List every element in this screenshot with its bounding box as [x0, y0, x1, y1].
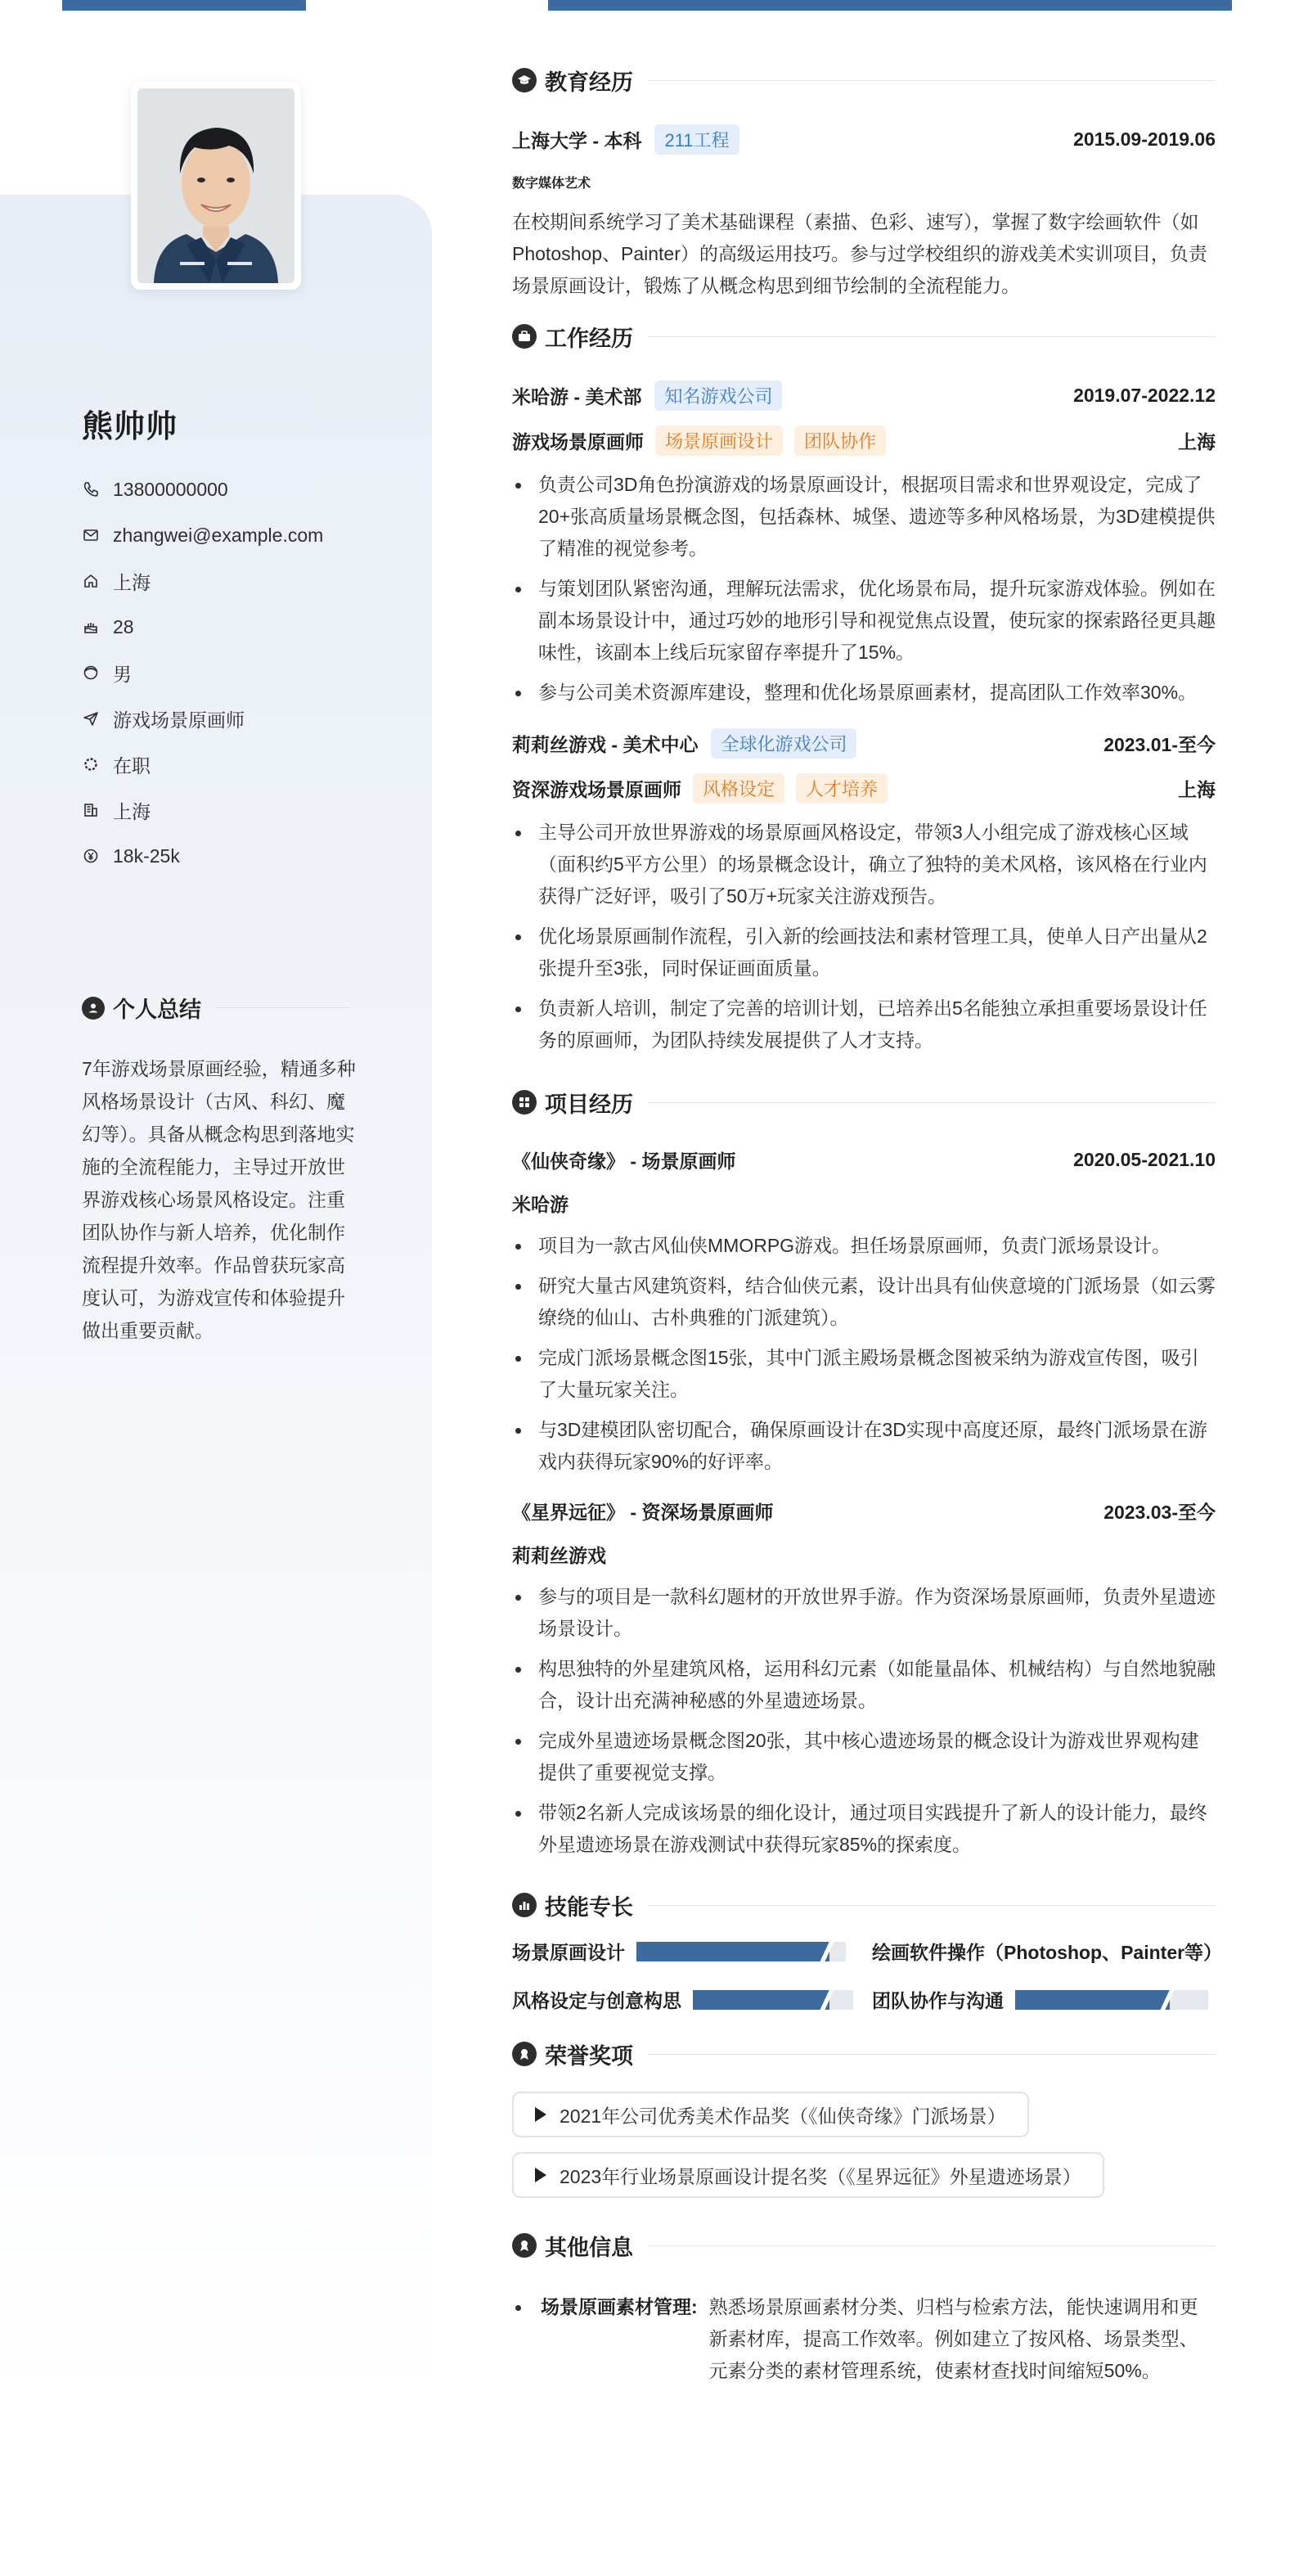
skill-bar-edge: [1160, 1990, 1175, 2010]
info-phone-text: 13800000000: [113, 478, 228, 500]
cake-icon: [82, 618, 100, 636]
education-major: 数字媒体艺术: [512, 177, 591, 191]
chart-icon: [512, 1893, 537, 1917]
list-item: 构思独特的外星建筑风格，运用科幻元素（如能量晶体、机械结构）与自然地貌融合，设计出充满神秘感的外星遗迹场景。: [512, 1653, 1216, 1717]
education-row: [512, 124, 1216, 155]
work-company-tag: 全球化游戏公司: [711, 728, 856, 759]
project-date: 2020.05-2021.10: [1073, 1149, 1216, 1170]
divider: [648, 2245, 1216, 2246]
list-item: 参与公司美术资源库建设，整理和优化场景原画素材，提高团队工作效率30%。: [512, 677, 1216, 709]
yuan-coin-icon: [82, 847, 100, 865]
list-item: 完成外星遗迹场景概念图20张，其中核心遗迹场景的概念设计为游戏世界观构建提供了重要视觉支撑。: [512, 1725, 1216, 1789]
divider: [648, 336, 1216, 337]
divider: [648, 1905, 1216, 1906]
other-header: [512, 2219, 1216, 2272]
skill-label: 场景原画设计: [512, 1942, 625, 1963]
award-text: 2023年行业场景原画设计提名奖（《星界远征》外星遗迹场景）: [560, 2165, 1081, 2187]
briefcase-icon: [512, 324, 537, 349]
work-header: [512, 310, 1216, 363]
mail-icon: [82, 526, 100, 544]
info-phone: [82, 466, 409, 512]
work-date: 2019.07-2022.12: [1073, 385, 1216, 406]
list-item: 优化场景原画制作流程，引入新的绘画技法和素材管理工具，使单人日产出量从2张提升至3张，同时保证画面质量。: [512, 921, 1216, 984]
work-skill-tag: 人才培养: [796, 773, 888, 804]
education-header: [512, 54, 1216, 106]
home-icon: [82, 572, 100, 590]
education-description: 在校期间系统学习了美术基础课程（素描、色彩、速写），掌握了数字绘画软件（如Photoshop、Painter）的高级运用技巧。参与过学校组织的游戏美术实训项目，负责场景原画设计，锻炼了从概念构思到细节绘制的全流程能力。: [512, 211, 1207, 296]
project-header: [512, 1497, 1216, 1524]
skills-grid: [512, 1938, 1223, 2013]
summary-title: 个人总结: [113, 998, 201, 1022]
work-item-header: [512, 381, 1216, 411]
work-role: 游戏场景原画师: [512, 431, 644, 453]
graduation-cap-icon: [512, 68, 537, 92]
awards-header: [512, 2028, 1216, 2080]
info-gender: [82, 650, 409, 696]
skill-bar-fill: [1015, 1990, 1170, 2010]
info-location: [82, 558, 409, 604]
list-item: 与3D建模团队密切配合，确保原画设计在3D实现中高度还原，最终门派场景在游戏内获得玩家90%的好评率。: [512, 1414, 1216, 1478]
info-location-text: 上海: [113, 571, 151, 593]
work-city: 上海: [1178, 779, 1216, 800]
work-item: [512, 728, 1216, 1056]
skill-item: [872, 1986, 1216, 2013]
divider: [648, 80, 1216, 81]
skills-title: 技能专长: [545, 1894, 633, 1920]
skill-bar: [636, 1942, 846, 1961]
divider: [648, 1102, 1216, 1103]
person-face-icon: [82, 664, 100, 682]
education-date: 2015.09-2019.06: [1073, 128, 1216, 150]
work-skill-tag: 场景原画设计: [655, 426, 783, 456]
work-company: 莉莉丝游戏 - 美术中心: [512, 734, 699, 755]
project-bullets: [512, 1581, 1216, 1861]
work-role: 资深游戏场景原画师: [512, 779, 681, 800]
divider: [648, 2054, 1216, 2055]
top-accent-bar-right: [548, 0, 1232, 11]
work-city: 上海: [1178, 431, 1216, 453]
project-date: 2023.03-至今: [1103, 1502, 1216, 1523]
profile-name: 熊帅帅: [82, 410, 178, 444]
education-title: 教育经历: [545, 70, 633, 95]
list-item: 负责新人培训，制定了完善的培训计划，已培养出5名能独立承担重要场景设计任务的原画师，为团队持续发展提供了人才支持。: [512, 993, 1216, 1056]
project-company: 莉莉丝游戏: [512, 1545, 606, 1566]
award-item[interactable]: [512, 2152, 1104, 2198]
contact-info-list: [82, 466, 409, 879]
work-skill-tag: 团队协作: [794, 426, 886, 456]
divider: [216, 1007, 352, 1008]
info-gender-text: 男: [113, 663, 132, 685]
info-age-text: 28: [113, 615, 134, 637]
grid-icon: [512, 1090, 537, 1115]
award-text: 2021年公司优秀美术作品奖（《仙侠奇缘》门派场景）: [560, 2105, 1006, 2127]
list-item: 参与的项目是一款科幻题材的开放世界手游。作为资深场景原画师，负责外星遗迹场景设计。: [512, 1581, 1216, 1645]
info-email: [82, 512, 409, 558]
list-item: 完成门派场景概念图15张，其中门派主殿场景概念图被采纳为游戏宣传图，吸引了大量玩家关注。: [512, 1342, 1216, 1406]
info-email-text: zhangwei@example.com: [113, 524, 324, 546]
bullet-dot: [515, 2305, 521, 2311]
main-content: [512, 54, 1223, 2387]
skill-bar-edge: [820, 1990, 834, 2010]
list-item: 负责公司3D角色扮演游戏的场景原画设计，根据项目需求和世界观设定，完成了20+张高质量场景概念图，包括森林、城堡、遗迹等多种风格场景，为3D建模提供了精准的视觉参考。: [512, 469, 1216, 565]
work-role-row: [512, 426, 1216, 456]
list-item: 项目为一款古风仙侠MMORPG游戏。担任场景原画师，负责门派场景设计。: [512, 1230, 1216, 1262]
work-item-header: [512, 728, 1216, 759]
info-target-city-text: 上海: [113, 800, 151, 822]
other-item-key: 场景原画素材管理:: [541, 2296, 698, 2317]
other-item: [512, 2291, 1216, 2387]
project-name: 《仙侠奇缘》 - 场景原画师: [512, 1151, 736, 1172]
projects-header: [512, 1076, 1216, 1128]
caret-right-icon: [535, 2168, 546, 2182]
status-cog-icon: [82, 755, 100, 773]
other-item-value: 熟悉场景原画素材分类、归档与检索方法，能快速调用和更新素材库，提高工作效率。例如建立了按风格、场景类型、元素分类的素材管理系统，使素材查找时间缩短50%。: [708, 2296, 1198, 2381]
project-item: [512, 1146, 1216, 1478]
info-age: [82, 604, 409, 650]
send-icon: [82, 709, 100, 727]
work-skill-tag: 风格设定: [693, 773, 784, 804]
skill-item: [512, 1986, 872, 2013]
skill-label: 团队协作与沟通: [872, 1990, 1004, 2011]
project-bullets: [512, 1230, 1216, 1478]
project-item: [512, 1497, 1216, 1861]
caret-right-icon: [535, 2107, 546, 2122]
avatar: [131, 82, 301, 290]
phone-icon: [82, 480, 100, 498]
building-icon: [82, 801, 100, 819]
education-tag: 211工程: [654, 124, 739, 155]
work-title: 工作经历: [545, 326, 633, 351]
project-name: 《星界远征》 - 资深场景原画师: [512, 1502, 774, 1523]
award-icon: [512, 2233, 537, 2258]
work-company-tag: 知名游戏公司: [654, 381, 782, 411]
awards-list: [512, 2092, 1216, 2213]
info-status-text: 在职: [113, 754, 151, 777]
info-target-city: [82, 787, 409, 833]
summary-header: [82, 992, 352, 1024]
other-list: [512, 2291, 1216, 2387]
list-item: 研究大量古风建筑资料，结合仙侠元素，设计出具有仙侠意境的门派场景（如云雾缭绕的仙山、古朴典雅的门派建筑）。: [512, 1270, 1216, 1334]
project-company: 米哈游: [512, 1194, 569, 1215]
other-title: 其他信息: [545, 2235, 633, 2260]
award-item[interactable]: [512, 2092, 1029, 2137]
skill-label: 绘画软件操作（Photoshop、Painter等）: [872, 1942, 1223, 1963]
list-item: 主导公司开放世界游戏的场景原画风格设定，带领3人小组完成了游戏核心区域（面积约5平方公里）的场景概念设计，确立了独特的美术风格，该风格在行业内获得广泛好评，吸引了50万+玩家关注游戏预告。: [512, 817, 1216, 912]
info-status: [82, 741, 409, 787]
work-bullets: [512, 817, 1216, 1056]
skills-header: [512, 1879, 1216, 1931]
avatar-photo: [137, 88, 294, 283]
summary-text: 7年游戏场景原画经验，精通多种风格场景设计（古风、科幻、魔幻等）。具备从概念构思到落地实施的全流程能力，主导过开放世界游戏核心场景风格设定。注重团队协作与新人培养，优化制作流程提升效率。作品曾获玩家高度认可，为游戏宣传和体验提升做出重要贡献。: [82, 1058, 356, 1341]
top-accent-bar-left: [62, 0, 306, 11]
skill-label: 风格设定与创意构思: [512, 1990, 681, 2011]
user-circle-icon: [82, 997, 105, 1020]
projects-title: 项目经历: [545, 1092, 633, 1117]
work-item: [512, 381, 1216, 709]
skill-item: [872, 1938, 1223, 1965]
info-position-text: 游戏场景原画师: [113, 709, 245, 731]
education-school: 上海大学 - 本科: [512, 130, 642, 151]
skill-bar-fill: [636, 1942, 829, 1961]
award-icon: [512, 2042, 537, 2066]
info-salary-text: 18k-25k: [113, 844, 180, 867]
work-date: 2023.01-至今: [1103, 734, 1216, 755]
info-salary: [82, 833, 409, 879]
skill-bar-fill: [693, 1990, 829, 2010]
skill-bar-edge: [820, 1942, 834, 1961]
work-role-row: [512, 773, 1216, 804]
list-item: 与策划团队紧密沟通，理解玩法需求，优化场景布局，提升玩家游戏体验。例如在副本场景设计中，通过巧妙的地形引导和视觉焦点设置，使玩家的探索路径更具趣味性，该副本上线后玩家留存率提升了15%。: [512, 573, 1216, 669]
info-position: [82, 696, 409, 741]
work-bullets: [512, 469, 1216, 709]
project-header: [512, 1146, 1216, 1173]
skill-bar: [693, 1990, 853, 2010]
skill-bar: [1015, 1990, 1208, 2010]
list-item: 带领2名新人完成该场景的细化设计，通过项目实践提升了新人的设计能力，最终外星遗迹场景在游戏测试中获得玩家85%的探索度。: [512, 1797, 1216, 1861]
skill-item: [512, 1938, 872, 1965]
awards-title: 荣誉奖项: [545, 2043, 633, 2069]
work-company: 米哈游 - 美术部: [512, 386, 642, 408]
